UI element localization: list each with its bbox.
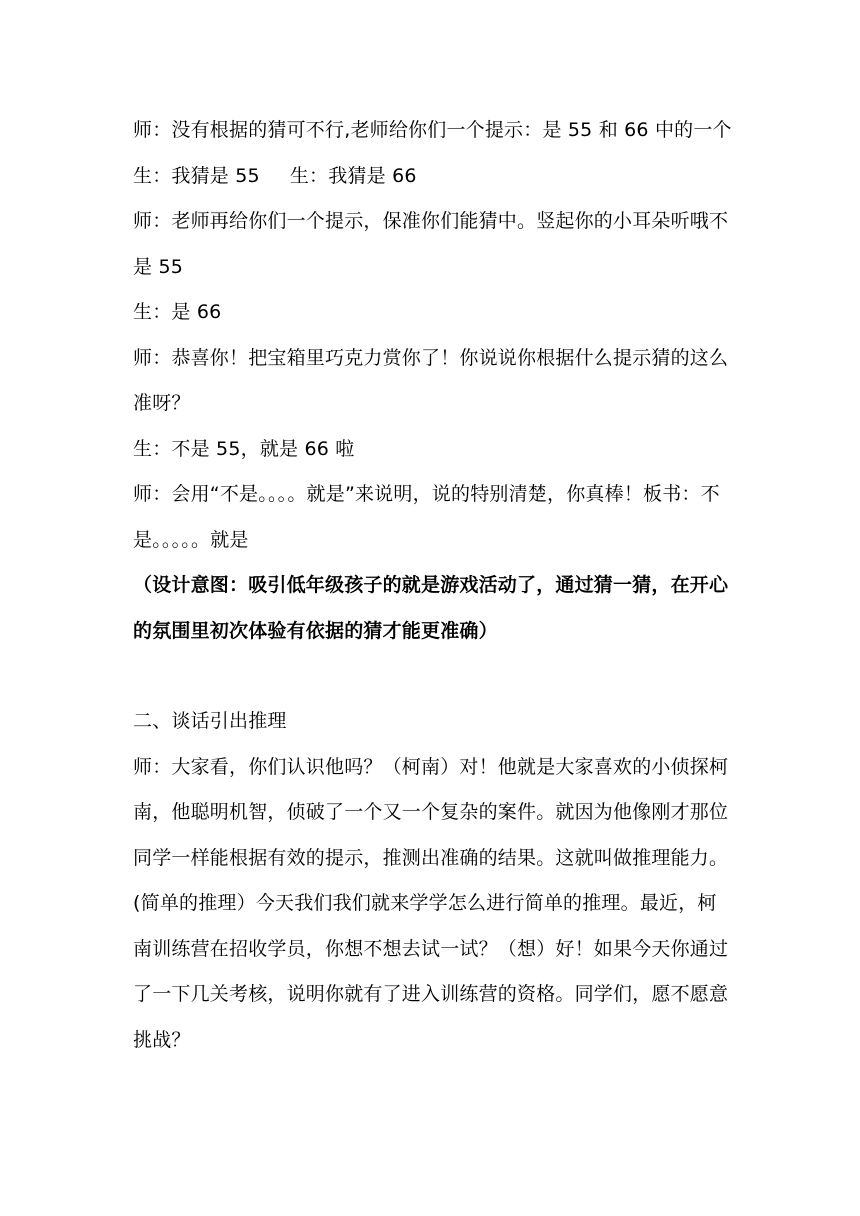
teacher-second-hint-paragraph: 师：老师再给你们一个提示，保准你们能猜中。竖起你的小耳朵听哦不是 55	[133, 210, 729, 278]
teacher-praise-paragraph: 师：恭喜你！把宝箱里巧克力赏你了！你说说你根据什么提示猜的这么准呀？	[133, 346, 729, 414]
teacher-board-paragraph: 师：会用“不是。。。。就是”来说明，说的特别清楚，你真棒！板书：不是。。。。。就是	[133, 483, 720, 551]
student-guesses-paragraph	[133, 154, 733, 200]
document-body	[133, 108, 733, 1063]
section-heading: 二、谈话引出推理	[133, 710, 287, 732]
student-guess-55: 生：我猜是 55	[133, 164, 260, 187]
student-reason-paragraph: 生：不是 55，就是 66 啦	[133, 437, 355, 460]
student-guess-66: 生：我猜是 66	[289, 164, 417, 187]
design-intent-paragraph: （设计意图：吸引低年级孩子的就是游戏活动了，通过猜一猜，在开心的氛围里初次体验有依据的猜才能更准确）	[133, 574, 729, 642]
student-answer-paragraph: 生：是 66	[133, 301, 222, 323]
teacher-hint-paragraph: 师：没有根据的猜可不行,老师给你们一个提示：是 55 和 66 中的一个	[133, 119, 732, 141]
section-spacer	[133, 654, 733, 699]
conan-intro-paragraph: 师：大家看，你们认识他吗？（柯南）对！他就是大家喜欢的小侦探柯南，他聪明机智，侦破了一个又一个复杂的案件。就因为他像刚才那位同学一样能根据有效的提示，推测出准确的结果。这就叫做推理能力。(简单的推理）今天我们我们就来学学怎么进行简单的推理。最近，柯南训练营在招收学员，你想不想去试一试？（想）好！如果今天你通过了一下几关考核，说明你就有了进入训练营的资格。同学们，愿不愿意挑战？	[133, 755, 729, 1051]
